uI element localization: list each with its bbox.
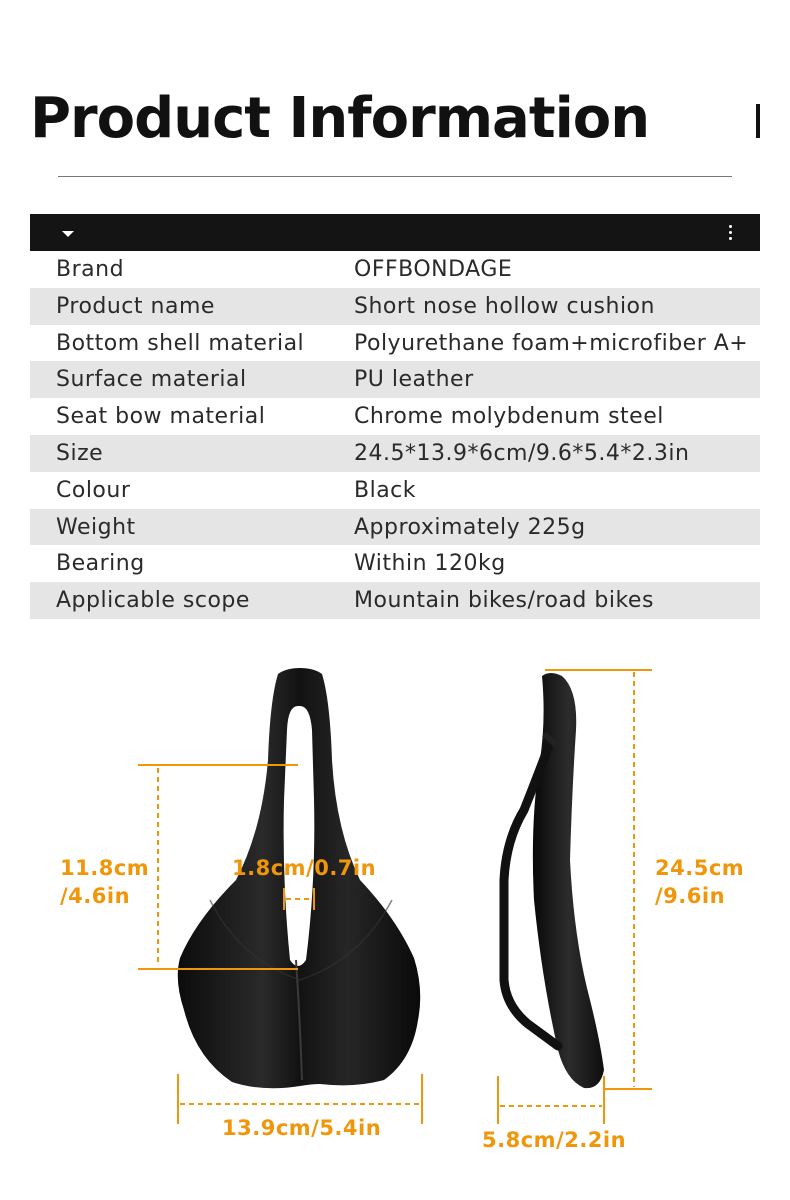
spec-key: Weight: [56, 514, 136, 540]
spec-key: Surface material: [56, 367, 247, 393]
side-marker: [756, 104, 760, 138]
spec-row-weight: [30, 509, 760, 546]
spec-row-product-name: [30, 288, 760, 325]
spec-key: Product name: [56, 293, 215, 319]
spec-table: [30, 251, 760, 619]
spec-value: Polyurethane foam+microfiber A+: [354, 330, 749, 356]
spec-value: 24.5*13.9*6cm/9.6*5.4*2.3in: [354, 440, 690, 466]
kebab-menu-icon[interactable]: [729, 225, 732, 243]
spec-key: Bearing: [56, 551, 145, 577]
spec-row-bearing: [30, 545, 760, 582]
spec-value: Within 120kg: [354, 551, 506, 577]
caret-down-icon[interactable]: [62, 231, 74, 237]
spec-key: Colour: [56, 477, 131, 503]
spec-value: Black: [354, 477, 417, 503]
saddle-dimension-figure: [0, 640, 790, 1200]
depth-dimension-label: 5.8cm/2.2in: [482, 1128, 627, 1152]
saddle-side-view: [504, 673, 604, 1088]
spec-table-header[interactable]: [30, 214, 760, 251]
length-cm: 24.5cm: [655, 856, 745, 880]
spec-key: Applicable scope: [56, 588, 250, 614]
height-cm: 11.8cm: [60, 856, 150, 880]
spec-row-bottom-shell: [30, 325, 760, 362]
width-dimension-label: 13.9cm/5.4in: [222, 1116, 382, 1140]
spec-value: Short nose hollow cushion: [354, 293, 655, 319]
spec-value: PU leather: [354, 367, 474, 393]
spec-value: Chrome molybdenum steel: [354, 404, 664, 430]
spec-row-colour: [30, 472, 760, 509]
spec-value: OFFBONDAGE: [354, 257, 513, 282]
spec-key: Seat bow material: [56, 404, 266, 430]
spec-row-surface: [30, 361, 760, 398]
spec-key: Size: [56, 440, 104, 466]
spec-row-brand: [30, 251, 760, 288]
height-in: /4.6in: [60, 884, 131, 908]
height-dimension-label: [60, 854, 149, 910]
spec-row-size: [30, 435, 760, 472]
cutout-dimension-label: 1.8cm/0.7in: [232, 856, 377, 880]
spec-row-applicable-scope: [30, 582, 760, 619]
spec-value: Mountain bikes/road bikes: [354, 588, 654, 614]
title-divider: [58, 176, 732, 177]
length-in: /9.6in: [655, 884, 726, 908]
page-title: Product Information: [30, 86, 650, 151]
spec-key: Brand: [56, 257, 125, 282]
spec-value: Approximately 225g: [354, 514, 586, 540]
spec-row-seat-bow: [30, 398, 760, 435]
spec-key: Bottom shell material: [56, 330, 305, 356]
length-dimension-label: [655, 854, 744, 910]
